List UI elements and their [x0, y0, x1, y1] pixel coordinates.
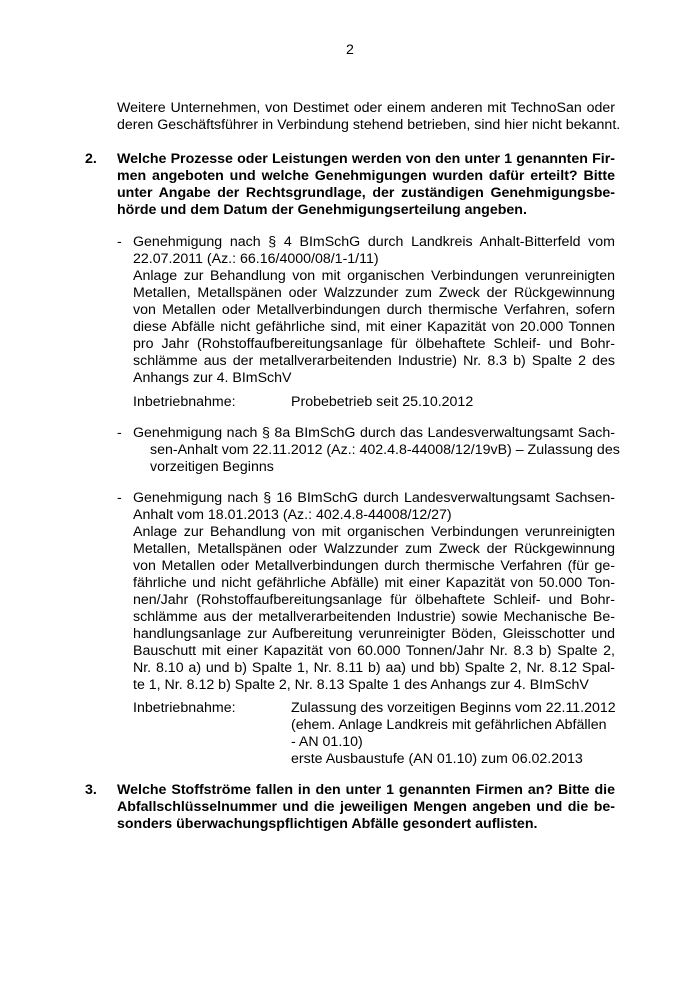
intro-line: deren Geschäftsführer in Verbindung stehend betrieben, sind hier nicht bekannt. [117, 117, 621, 133]
permit-line: von Metallen oder Metallverbindungen durch thermische Verfahren (für ge- [133, 558, 615, 574]
permit-line: vorzeitigen Beginns [150, 459, 274, 475]
question-number: 3. [85, 782, 97, 798]
question-line: men angeboten und welche Genehmigungen wurden dafür erteilt? Bitte [117, 168, 615, 184]
page-number: 2 [346, 42, 354, 58]
permit-line: nen/Jahr (Rohstoffaufbereitungsanlage für ölbehaftete Schleif- und Bohr- [133, 592, 615, 608]
permit-line: Bauschutt mit einer Kapazität von 60.000 Tonnen/Jahr Nr. 8.3 b) Spalte 2, [133, 643, 615, 659]
question-number: 2. [85, 151, 97, 167]
permit-line: 22.07.2011 (Az.: 66.16/4000/08/1-1/11) [133, 251, 379, 267]
permit-line: handlungsanlage zur Aufbereitung verunreinigter Böden, Gleisschotter und [133, 626, 615, 642]
list-dash: - [117, 425, 122, 441]
commissioning-value: Probebetrieb seit 25.10.2012 [291, 394, 474, 410]
permit-line: pro Jahr (Rohstoffaufbereitungsanlage für ölbehaftete Schleif- und Bohr- [133, 336, 615, 352]
permit-line: Nr. 8.10 a) und b) Spalte 1, Nr. 8.11 b) aa) und bb) Spalte 2, Nr. 8.12 Spal- [133, 660, 615, 676]
permit-line: schlämme aus der metallverarbeitenden Industrie) Nr. 8.3 b) Spalte 2 des [133, 353, 615, 369]
intro-paragraph [117, 100, 621, 134]
question-line: unter Angabe der Rechtsgrundlage, der zuständigen Genehmigungsbe- [117, 185, 615, 201]
permit-line: Anhalt vom 18.01.2013 (Az.: 402.4.8-44008/12/27) [133, 507, 452, 523]
permit-line: von Metallen oder Metallverbindungen durch thermische Verfahren, sofern [133, 302, 615, 318]
question-line: Welche Prozesse oder Leistungen werden von den unter 1 genannten Fir- [117, 151, 615, 167]
permit-line: sen-Anhalt vom 22.11.2012 (Az.: 402.4.8-44008/12/19vB) – Zulassung des [150, 442, 620, 458]
list-dash: - [117, 234, 122, 250]
intro-line: Weitere Unternehmen, von Destimet oder einem anderen mit TechnoSan oder [117, 100, 615, 116]
permit-line: diese Abfälle nicht gefährliche sind, mit einer Kapazität von 20.000 Tonnen [133, 319, 615, 335]
list-dash: - [117, 490, 122, 506]
commissioning-value-block [291, 700, 615, 768]
permit-line: Metallen, Metallspänen oder Walzzunder zum Zweck der Rückgewinnung [133, 541, 615, 557]
permit-line: Genehmigung nach § 4 BImSchG durch Landkreis Anhalt-Bitterfeld vom [133, 234, 615, 250]
commissioning-label: Inbetriebnahme: [133, 394, 236, 410]
permit-line: schlämme aus der metallverarbeitenden Industrie) sowie Mechanische Be- [133, 609, 615, 625]
permit-line: Genehmigung nach § 8a BImSchG durch das Landesverwaltungsamt Sach- [133, 425, 615, 441]
question-line: Abfallschlüsselnummer und die jeweiligen Mengen angeben und die be- [117, 799, 615, 815]
permit-line: Genehmigung nach § 16 BImSchG durch Landesverwaltungsamt Sachsen- [133, 490, 615, 506]
question-3-text [117, 782, 615, 833]
permit-item-2 [133, 425, 620, 476]
permit-line: te 1, Nr. 8.12 b) Spalte 2, Nr. 8.13 Spalte 1 des Anhangs zur 4. BImSchV [133, 677, 589, 693]
question-2-text [117, 151, 615, 219]
permit-line: Metallen, Metallspänen oder Walzzunder zum Zweck der Rückgewinnung [133, 285, 615, 301]
commissioning-line: erste Ausbaustufe (AN 01.10) zum 06.02.2013 [291, 751, 583, 767]
permit-line: Anlage zur Behandlung von mit organischen Verbindungen verunreinigten [133, 524, 615, 540]
permit-item-3 [133, 490, 615, 694]
question-line: sonders überwachungspflichtigen Abfälle gesondert auflisten. [117, 816, 538, 832]
commissioning-label: Inbetriebnahme: [133, 700, 236, 716]
question-line: Welche Stoffströme fallen in den unter 1 genannten Firmen an? Bitte die [117, 782, 615, 798]
permit-line: Anhangs zur 4. BImSchV [133, 370, 292, 386]
commissioning-line: Zulassung des vorzeitigen Beginns vom 22.11.2012 [291, 700, 616, 716]
permit-line: Anlage zur Behandlung von mit organischen Verbindungen verunreinigten [133, 268, 615, 284]
commissioning-line: - AN 01.10) [291, 734, 363, 750]
commissioning-line: (ehem. Anlage Landkreis mit gefährlichen Abfällen [291, 717, 607, 733]
permit-line: fährliche und nicht gefährliche Abfälle) mit einer Kapazität von 50.000 Ton- [133, 575, 615, 591]
question-line: hörde und dem Datum der Genehmigungserteilung angeben. [117, 202, 527, 218]
permit-item-1 [133, 234, 615, 387]
